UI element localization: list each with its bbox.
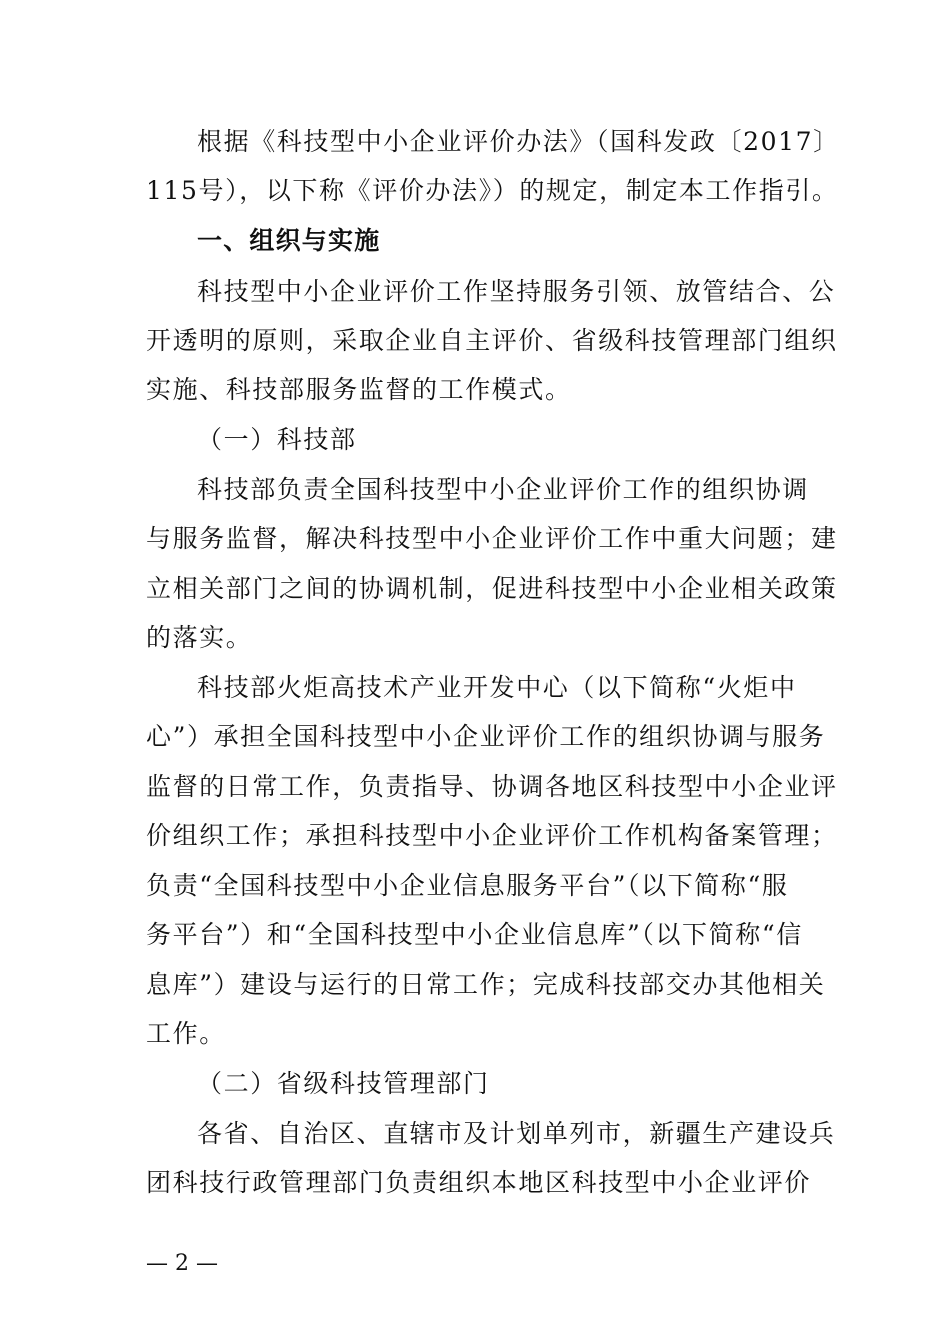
paragraph-line: 的落实。 <box>146 623 253 652</box>
subsection-heading: （二）省级科技管理部门 <box>197 1069 490 1098</box>
paragraph-line: 立相关部门之间的协调机制，促进科技型中小企业相关政策 <box>146 574 838 603</box>
paragraph-line: 115号），以下称《评价办法》）的规定，制定本工作指引。 <box>146 176 839 205</box>
paragraph-line: 心”）承担全国科技型中小企业评价工作的组织协调与服务 <box>146 722 826 751</box>
page-number: — 2 — <box>146 1251 218 1276</box>
section-heading: 一、组织与实施 <box>197 226 381 255</box>
subsection-heading: （一）科技部 <box>197 425 357 454</box>
paragraph-line: 各省、自治区、直辖市及计划单列市，新疆生产建设兵 <box>197 1119 836 1148</box>
paragraph-line: 价组织工作；承担科技型中小企业评价工作机构备案管理； <box>146 821 838 850</box>
paragraph-line: 工作。 <box>146 1019 226 1048</box>
paragraph-line: 负责“全国科技型中小企业信息服务平台”（以下简称“服 <box>146 871 789 900</box>
paragraph-line: 监督的日常工作，负责指导、协调各地区科技型中小企业评 <box>146 772 838 801</box>
paragraph-line: 开透明的原则，采取企业自主评价、省级科技管理部门组织 <box>146 326 838 355</box>
paragraph-line: 实施、科技部服务监督的工作模式。 <box>146 375 572 404</box>
paragraph-line: 科技型中小企业评价工作坚持服务引领、放管结合、公 <box>197 277 836 306</box>
paragraph-line: 务平台”）和“全国科技型中小企业信息库”（以下简称“信 <box>146 920 803 949</box>
paragraph-line: 息库”）建设与运行的日常工作；完成科技部交办其他相关 <box>146 970 826 999</box>
paragraph-line: 团科技行政管理部门负责组织本地区科技型中小企业评价 <box>146 1168 812 1197</box>
paragraph-line: 科技部火炬高技术产业开发中心（以下简称“火炬中 <box>197 673 797 702</box>
paragraph-line: 根据《科技型中小企业评价办法》（国科发政〔2017〕 <box>197 127 840 156</box>
paragraph-line: 科技部负责全国科技型中小企业评价工作的组织协调 <box>197 475 809 504</box>
paragraph-line: 与服务监督，解决科技型中小企业评价工作中重大问题；建 <box>146 524 838 553</box>
